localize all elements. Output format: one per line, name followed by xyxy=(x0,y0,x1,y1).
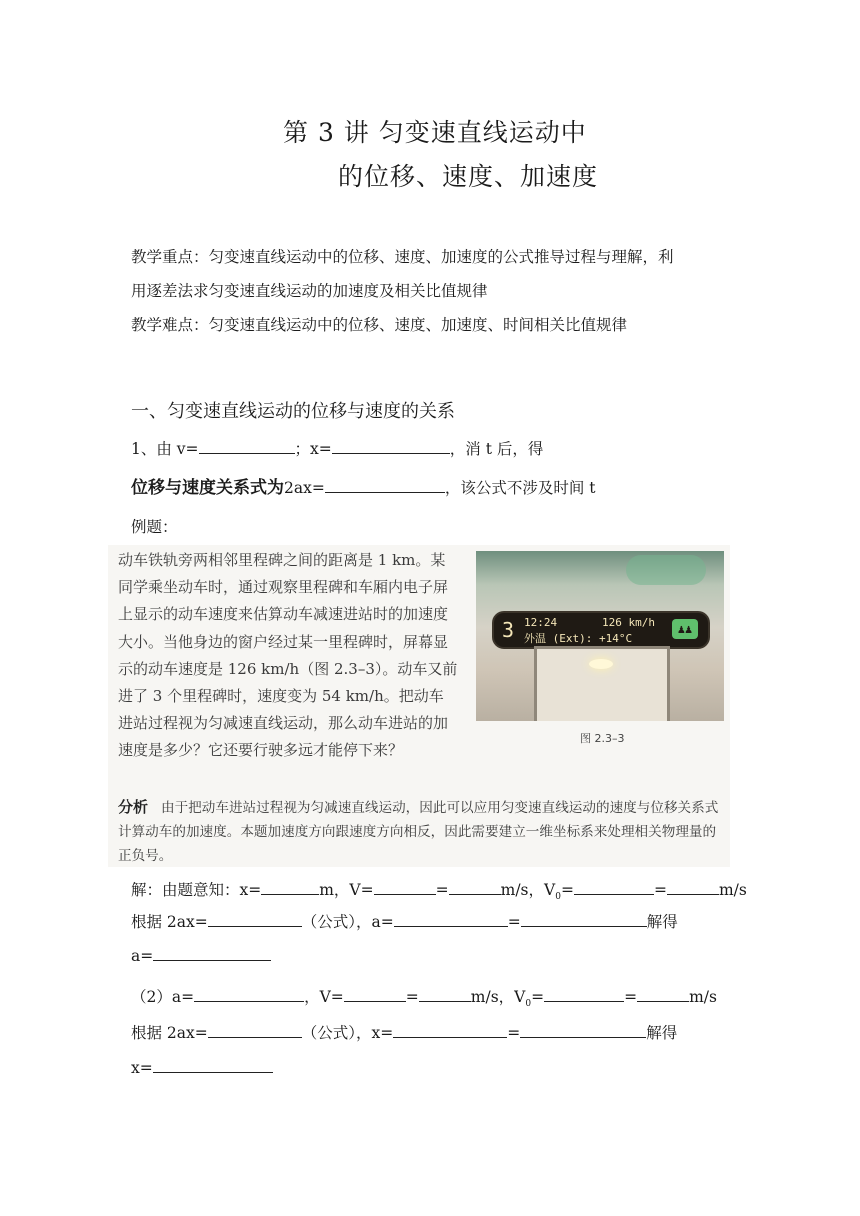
x-result-label: x= xyxy=(131,1059,153,1077)
a-expr-blank[interactable] xyxy=(394,912,508,927)
relation-formula: 2ax= xyxy=(284,479,325,497)
item1-suffix: ，消 t 后，得 xyxy=(449,440,544,458)
example-label: 例题： xyxy=(131,518,178,536)
display-temperature: 外温 (Ext): +14°C xyxy=(524,632,633,645)
display-speed: 126 km/h xyxy=(602,616,655,629)
item1-line xyxy=(131,439,543,459)
relation-suffix: ，该公式不涉及时间 t xyxy=(444,479,596,497)
equals-sign: = xyxy=(531,988,545,1006)
part2-a-blank[interactable] xyxy=(194,987,304,1002)
solution-line1 xyxy=(131,880,747,907)
solution-line2 xyxy=(131,912,678,932)
v0-expr-blank[interactable] xyxy=(574,880,654,895)
equals-sign: = xyxy=(507,1024,521,1042)
teaching-difficulty: 教学难点：匀变速直线运动中的位移、速度、加速度、时间相关比值规律 xyxy=(131,316,628,334)
people-icon: ♟♟ xyxy=(672,619,698,639)
a-result-blank[interactable] xyxy=(153,946,271,961)
solution-line4 xyxy=(131,987,717,1014)
solution-line5 xyxy=(131,1023,677,1043)
lamp xyxy=(589,659,613,669)
x-blank[interactable] xyxy=(332,439,450,454)
v-value-blank[interactable] xyxy=(419,987,471,1002)
relation-bold: 位移与速度关系式为 xyxy=(131,478,284,498)
equals-sign: = xyxy=(560,881,574,899)
display-time: 12:24 xyxy=(524,616,558,629)
train-display-photo xyxy=(476,551,724,721)
figure-caption: 图 2.3–3 xyxy=(580,732,625,745)
formula-blank[interactable] xyxy=(208,912,302,927)
v0-value-blank[interactable] xyxy=(667,880,719,895)
unit-label: m/s xyxy=(718,881,747,899)
formula-label: 根据 2ax= xyxy=(131,1024,208,1042)
solve-label: 解得 xyxy=(646,1024,678,1042)
relation-line xyxy=(131,478,596,498)
analysis-text xyxy=(118,795,724,868)
a-result-label: a= xyxy=(131,947,154,965)
part2-a-label: （2）a= xyxy=(131,988,195,1006)
equals-sign: = xyxy=(624,988,638,1006)
v-label: m，V= xyxy=(319,881,374,899)
v0-label: m/s，V xyxy=(470,988,526,1006)
v0-expr-blank[interactable] xyxy=(544,987,624,1002)
equals-sign: = xyxy=(405,988,419,1006)
analysis-label: 分析 xyxy=(118,798,149,816)
formula-label: 根据 2ax= xyxy=(131,913,208,931)
equals-sign: = xyxy=(435,881,449,899)
page-title-line1: 第 3 讲 匀变速直线运动中 xyxy=(283,118,587,147)
formula-blank[interactable] xyxy=(208,1023,302,1038)
x-expr-blank[interactable] xyxy=(393,1023,507,1038)
item1-prefix: 1、由 v= xyxy=(131,440,199,458)
relation-blank[interactable] xyxy=(325,478,445,493)
v-label: ，V= xyxy=(304,988,344,1006)
equals-sign: = xyxy=(507,913,521,931)
teaching-focus-line1: 教学重点：匀变速直线运动中的位移、速度、加速度的公式推导过程与理解，利 xyxy=(131,248,674,266)
section-heading: 一、匀变速直线运动的位移与速度的关系 xyxy=(131,401,455,422)
speed-display xyxy=(492,611,710,649)
solution-line6 xyxy=(131,1058,273,1078)
teaching-focus-line2: 用逐差法求匀变速直线运动的加速度及相关比值规律 xyxy=(131,282,488,300)
x-subst-blank[interactable] xyxy=(520,1023,646,1038)
ceiling-light xyxy=(626,555,706,585)
analysis-body: 由于把动车进站过程视为匀减速直线运动，因此可以应用匀变速直线运动的速度与位移关系式计算动车的加速度。本题加速度方向跟速度方向相反，因此需要建立一维坐标系来处理相关物理量的正负号。 xyxy=(118,800,719,864)
doorway xyxy=(534,646,670,721)
v-expr-blank[interactable] xyxy=(344,987,406,1002)
v0-value-blank[interactable] xyxy=(637,987,689,1002)
x-value-blank[interactable] xyxy=(261,880,319,895)
a-label: （公式），a= xyxy=(301,913,394,931)
v0-label: m/s，V xyxy=(500,881,556,899)
x-label: （公式），x= xyxy=(301,1024,394,1042)
solution-line3 xyxy=(131,946,271,966)
v0-subscript: 0 xyxy=(555,892,561,903)
v-value-blank[interactable] xyxy=(449,880,501,895)
item1-mid: ；x= xyxy=(294,440,332,458)
display-car-number: 3 xyxy=(502,618,515,642)
equals-sign: = xyxy=(653,881,667,899)
solve-label: 解得 xyxy=(646,913,678,931)
v-blank[interactable] xyxy=(199,439,295,454)
v-expr-blank[interactable] xyxy=(374,880,436,895)
unit-label: m/s xyxy=(689,988,717,1006)
page-title-line2: 的位移、速度、加速度 xyxy=(338,162,599,191)
v0-subscript: 0 xyxy=(525,999,532,1010)
x-result-blank[interactable] xyxy=(153,1058,273,1073)
example-figure xyxy=(108,545,730,867)
a-subst-blank[interactable] xyxy=(521,912,647,927)
problem-text: 动车铁轨旁两相邻里程碑之间的距离是 1 km。某同学乘坐动车时，通过观察里程碑和车厢内电子屏上显示的动车速度来估算动车减速进站时的加速度大小。当他身边的窗户经过某一里程碑时，屏幕显示的动车速度是 126 km/h（图 2.3–3）。动车又前进了 3 个里程碑时，速度变为 54 km/h。把动车进站过程视为匀减速直线运动，那么动车进站的加速度是多少？它还要行驶多远才能停下来？ xyxy=(118,551,458,760)
solution-x-label: 解：由题意知：x= xyxy=(131,881,262,899)
